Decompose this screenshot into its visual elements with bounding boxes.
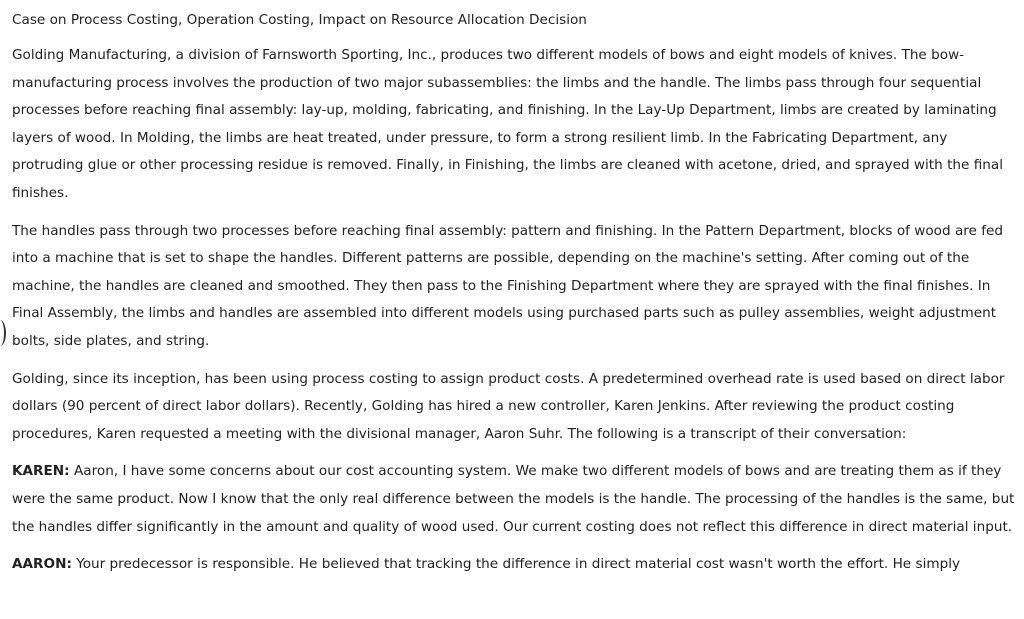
speaker-label: KAREN: [12, 463, 70, 480]
document-body [12, 10, 1022, 589]
paragraph-handles: The handles pass through two processes before reaching final assembly: pattern and finishing. In the Pattern Department, blocks of wood are fed into a machine that is set to shape the handles. Different patterns are possible, depending on the machine's setting. After coming out of the machine, the handles are cleaned and smoothed. They then pass to the Finishing Department where they are sprayed with the final finishes. In Final Assembly, the limbs and handles are assembled into different models using purchased parts such as pulley assemblies, weight adjustment bolts, side plates, and string. [12, 222, 1004, 349]
dialogue-text: Aaron, I have some concerns about our cost accounting system. We make two different models of bows and are treating them as if they were the same product. Now I know that the only real difference between the models is the handle. The processing of the handles is the same, but the handles differ significantly in the amount and quality of wood used. Our current costing does not reflect this difference in direct material input. [12, 463, 1015, 535]
speaker-label: AARON: [12, 556, 72, 573]
scroll-edge-indicator [0, 320, 6, 346]
dialogue-text: Your predecessor is responsible. He believed that tracking the difference in direct material cost wasn't worth the effort. He simply [76, 556, 961, 573]
paragraph-intro: Golding Manufacturing, a division of Farnsworth Sporting, Inc., produces two different models of bows and eight models of knives. The bow-manufacturing process involves the production of two major subassemblies: the limbs and the handle. The limbs pass through four sequential processes before reaching final assembly: lay-up, molding, fabricating, and finishing. In the Lay-Up Department, limbs are created by laminating layers of wood. In Molding, the limbs are heat treated, under pressure, to form a strong resilient limb. In the Fabricating Department, any protruding glue or other processing residue is removed. Finally, in Finishing, the limbs are cleaned with acetone, dried, and sprayed with the final finishes. [12, 47, 1003, 201]
dialogue-aaron [12, 551, 1022, 579]
case-title: Case on Process Costing, Operation Costing, Impact on Resource Allocation Decision [12, 12, 587, 28]
dialogue-karen [12, 458, 1022, 541]
paragraph-costing: Golding, since its inception, has been using process costing to assign product costs. A predetermined overhead rate is used based on direct labor dollars (90 percent of direct labor dollars). Recently, Golding has hired a new controller, Karen Jenkins. After reviewing the product costing procedures, Karen requested a meeting with the divisional manager, Aaron Suhr. The following is a transcript of their conversation: [12, 370, 1005, 442]
